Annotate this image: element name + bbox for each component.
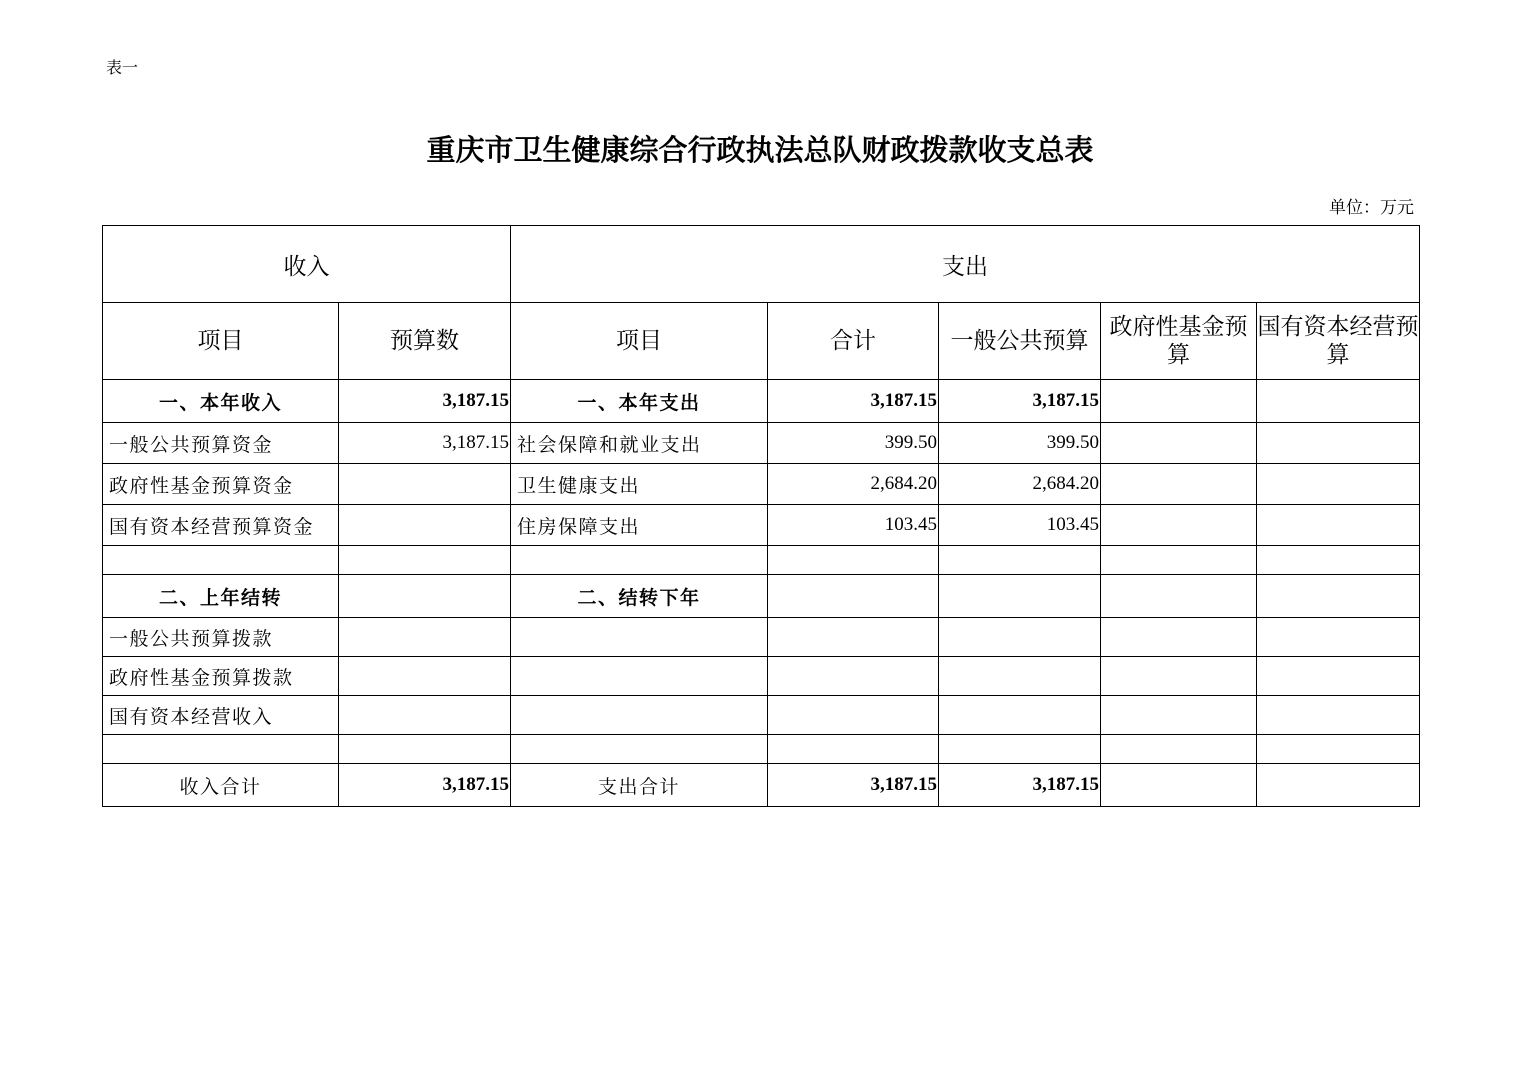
expense-item-cell: 社会保障和就业支出 [511,423,768,464]
fund-cell [1101,505,1257,546]
table-row-total [103,764,1420,807]
income-value-cell [339,657,511,696]
expense-item-cell: 二、结转下年 [511,575,768,618]
income-value-cell [339,505,511,546]
fund-cell [1101,735,1257,764]
table-label: 表一 [106,58,139,77]
fund-cell [1101,696,1257,735]
fund-cell [1101,464,1257,505]
header-income-item: 项目 [103,303,339,380]
income-item-cell: 一般公共预算资金 [103,423,339,464]
total-cell [768,575,939,618]
table-row [103,546,1420,575]
state-cell [1257,423,1420,464]
expense-item-cell: 一、本年支出 [511,380,768,423]
income-total-label: 收入合计 [103,764,339,807]
income-value-cell [339,464,511,505]
general-cell: 2,684.20 [939,464,1101,505]
table-row [103,505,1420,546]
table-row [103,735,1420,764]
fund-cell [1101,380,1257,423]
income-value-cell: 3,187.15 [339,380,511,423]
general-cell [939,735,1101,764]
income-item-cell: 一般公共预算拨款 [103,618,339,657]
income-value-cell [339,618,511,657]
income-value-cell [339,546,511,575]
state-cell [1257,764,1420,807]
expense-item-cell [511,696,768,735]
state-cell [1257,696,1420,735]
expense-item-cell: 卫生健康支出 [511,464,768,505]
expense-item-cell [511,546,768,575]
header-fund: 政府性基金预算 [1101,303,1257,380]
table-row [103,657,1420,696]
table-row [103,696,1420,735]
total-cell [768,546,939,575]
fund-cell [1101,657,1257,696]
state-cell [1257,657,1420,696]
total-cell: 3,187.15 [768,764,939,807]
state-cell [1257,380,1420,423]
unit-label: 单位：万元 [1329,198,1414,218]
table-row [103,423,1420,464]
total-cell [768,657,939,696]
fund-cell [1101,546,1257,575]
expense-item-cell: 住房保障支出 [511,505,768,546]
header-row-group [103,226,1420,303]
income-value-cell [339,735,511,764]
expense-item-cell [511,657,768,696]
total-cell: 2,684.20 [768,464,939,505]
header-row-columns [103,303,1420,380]
header-expense: 支出 [511,226,1420,303]
state-cell [1257,505,1420,546]
income-value-cell: 3,187.15 [339,423,511,464]
expense-item-cell [511,618,768,657]
income-item-cell: 一、本年收入 [103,380,339,423]
total-cell [768,618,939,657]
header-expense-item: 项目 [511,303,768,380]
income-item-cell [103,546,339,575]
header-state: 国有资本经营预算 [1257,303,1420,380]
state-cell [1257,546,1420,575]
general-cell: 3,187.15 [939,380,1101,423]
table-row [103,575,1420,618]
general-cell [939,696,1101,735]
income-item-cell [103,735,339,764]
expense-item-cell [511,735,768,764]
income-item-cell: 政府性基金预算拨款 [103,657,339,696]
header-budget: 预算数 [339,303,511,380]
total-cell [768,696,939,735]
general-cell [939,575,1101,618]
income-item-cell: 国有资本经营收入 [103,696,339,735]
state-cell [1257,575,1420,618]
general-cell [939,618,1101,657]
total-cell [768,735,939,764]
fund-cell [1101,764,1257,807]
page-title: 重庆市卫生健康综合行政执法总队财政拨款收支总表 [426,133,1094,167]
income-item-cell: 政府性基金预算资金 [103,464,339,505]
fund-cell [1101,423,1257,464]
expense-total-label: 支出合计 [511,764,768,807]
general-cell [939,657,1101,696]
table-row [103,618,1420,657]
state-cell [1257,735,1420,764]
table-row [103,380,1420,423]
total-cell: 3,187.15 [768,380,939,423]
state-cell [1257,464,1420,505]
fund-cell [1101,575,1257,618]
general-cell [939,546,1101,575]
general-cell: 3,187.15 [939,764,1101,807]
total-cell: 103.45 [768,505,939,546]
table-row [103,464,1420,505]
general-cell: 103.45 [939,505,1101,546]
header-income: 收入 [103,226,511,303]
general-cell: 399.50 [939,423,1101,464]
income-item-cell: 二、上年结转 [103,575,339,618]
state-cell [1257,618,1420,657]
income-value-cell [339,575,511,618]
fund-cell [1101,618,1257,657]
income-item-cell: 国有资本经营预算资金 [103,505,339,546]
total-cell: 399.50 [768,423,939,464]
income-total-value: 3,187.15 [339,764,511,807]
header-general: 一般公共预算 [939,303,1101,380]
header-total: 合计 [768,303,939,380]
income-value-cell [339,696,511,735]
budget-table [102,225,1420,807]
